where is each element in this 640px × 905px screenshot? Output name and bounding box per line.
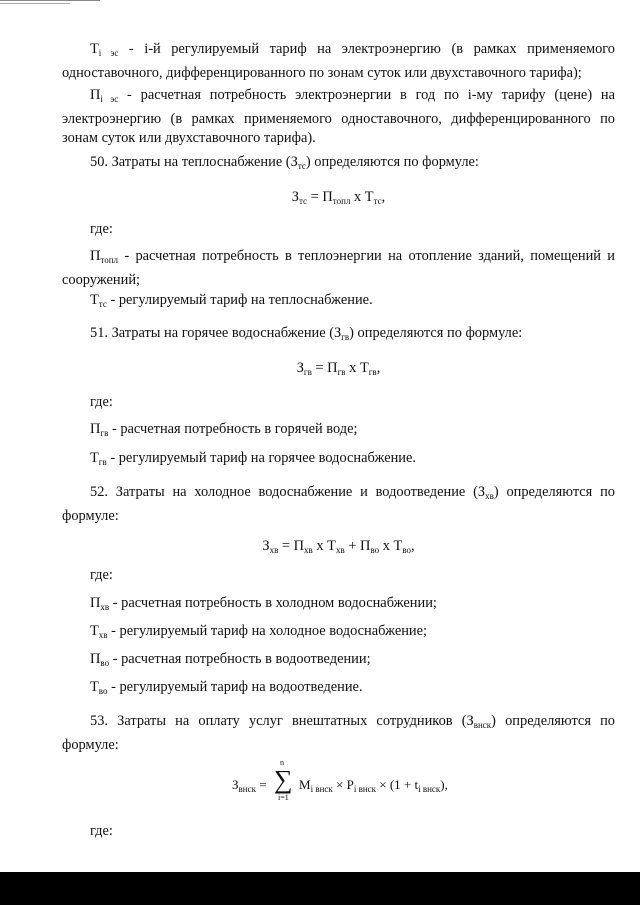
- definition-heat-need: $П_{топл}$ - расчетная потребность в теплоэнергии на отопление зданий, помещений и сооружений;: [62, 248, 615, 288]
- section-51-heading: 51. Затраты на горячее водоснабжение $(З_{гв})$ определяются по формуле:: [90, 325, 523, 342]
- formula-53-lhs: $З_{внск}$ =: [232, 777, 267, 794]
- formula-53-rhs: $M_{i внск} \times P_{i внск} \times (1 + t_{i внск})$,: [299, 777, 448, 794]
- where-label: где:: [90, 221, 113, 237]
- where-label: где:: [90, 394, 113, 410]
- definition-cold-water-tariff: $Т_{хв}$ - регулируемый тариф на холодное водоснабжение;: [90, 623, 428, 640]
- formula-53: [232, 758, 472, 805]
- definition-consumption: $П_{i эс}$ - расчетная потребность электроэнергии в год по i-му тарифу (цене) на электроэнергию (в рамках применяемого одноставочного, дифференцированного по зонам суток или двухставочного тарифа).: [62, 87, 616, 146]
- where-label: где:: [90, 823, 113, 839]
- formula-50: $З_{тс} = П_{топл}$ x $Т_{тс}$,: [291, 189, 386, 206]
- definition-drainage-need: $П_{во}$ - расчетная потребность в водоотведении;: [90, 651, 371, 668]
- sum-lower-limit: i=1: [278, 793, 289, 802]
- definition-hot-water-need: $П_{гв}$ - расчетная потребность в горячей воде;: [90, 421, 358, 438]
- where-label: где:: [90, 567, 113, 583]
- definition-drainage-tariff: $Т_{во}$ - регулируемый тариф на водоотведение.: [90, 679, 363, 696]
- sigma-symbol: ∑: [274, 765, 293, 794]
- formula-52: $З_{хв} = П_{хв}$ x $Т_{хв} + П_{во}$ x $Т_{во}$,: [262, 538, 415, 555]
- section-53-heading: 53. Затраты на оплату услуг внештатных сотрудников $(З_{внск})$ определяются по формуле:: [62, 713, 615, 753]
- scan-edge-line: [0, 3, 70, 4]
- definition-cold-water-need: $П_{хв}$ - расчетная потребность в холодном водоснабжении;: [90, 595, 437, 612]
- definition-heat-tariff: $Т_{тс}$ - регулируемый тариф на теплоснабжение.: [90, 292, 373, 309]
- definition-tariff: $T_{i эс} - i-й$ регулируемый тариф на электроэнергию (в рамках применяемого одноставочного, дифференцированного по зонам суток или двухставочного тарифа);: [62, 41, 616, 81]
- definition-hot-water-tariff: $Т_{гв}$ - регулируемый тариф на горячее водоснабжение.: [90, 450, 416, 467]
- section-50-heading: 50. Затраты на теплоснабжение $(З_{тс})$ определяются по формуле:: [90, 154, 479, 171]
- formula-51: $З_{гв} = П_{гв}$ x $Т_{гв}$,: [296, 360, 381, 377]
- section-52-heading: 52. Затраты на холодное водоснабжение и водоотведение $(З_{хв})$ определяются по формуле:: [62, 484, 615, 524]
- scan-edge-line: [0, 0, 100, 1]
- scan-bottom-bar: [0, 872, 640, 905]
- sum-upper-limit: n: [280, 758, 284, 767]
